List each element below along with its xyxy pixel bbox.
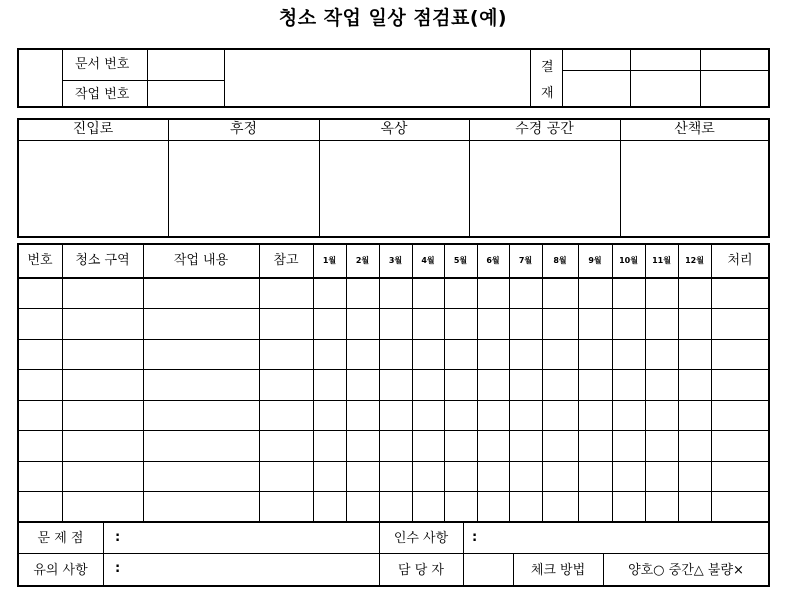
table-row [18, 430, 769, 431]
area-label-backyard: 후정 [229, 121, 258, 137]
col-header-month-3: 3월 [388, 256, 403, 265]
col-header-number: 번호 [27, 253, 53, 268]
manager-field[interactable] [464, 555, 512, 584]
check-method-label: 체크 방법 [530, 563, 586, 578]
col-header-area: 청소 구역 [75, 253, 130, 268]
area-label-water-space: 수경 공간 [515, 121, 574, 137]
manager-label: 담 당 자 [398, 563, 444, 578]
page-title: 청소 작업 일상 점검표(예) [278, 7, 508, 29]
table-row [18, 400, 769, 401]
col-header-note: 참고 [273, 253, 299, 268]
col-header-month-9: 9월 [588, 256, 602, 265]
area-label-entrance: 진입로 [72, 121, 114, 137]
doc-number-field[interactable] [148, 50, 223, 79]
doc-number-label: 문서 번호 [75, 57, 130, 72]
col-header-month-6: 6월 [486, 256, 500, 265]
problem-field[interactable] [125, 524, 377, 552]
handover-field[interactable] [482, 524, 768, 552]
table-row [18, 491, 769, 492]
table-row [18, 461, 769, 462]
col-header-month-5: 5월 [453, 256, 468, 265]
table-footer-divider [18, 521, 769, 523]
area-label-rooftop: 옥상 [380, 121, 408, 137]
col-header-month-4: 4월 [421, 256, 435, 265]
col-header-month-12: 12월 [685, 256, 704, 265]
document-header-box [17, 48, 770, 108]
work-number-field[interactable] [148, 81, 223, 106]
area-label-trail: 산책로 [674, 121, 715, 137]
table-row [18, 308, 769, 309]
col-header-month-8: 8월 [553, 256, 567, 265]
handover-label: 인수 사항 [393, 531, 449, 546]
col-header-month-10: 10월 [619, 256, 638, 265]
handover-colon: : [472, 530, 478, 545]
approval-label-bottom: 재 [541, 86, 554, 101]
approval-label-top: 결 [541, 60, 554, 75]
caution-colon: : [115, 561, 121, 576]
table-row [18, 369, 769, 370]
check-legend: 양호○ 중간△ 불량× [628, 563, 744, 578]
problem-colon: : [115, 530, 121, 545]
problem-label: 문 제 점 [37, 531, 84, 546]
col-header-work: 작업 내용 [173, 253, 229, 268]
caution-field[interactable] [125, 555, 377, 584]
col-header-month-11: 11월 [652, 256, 671, 265]
caution-label: 유의 사항 [33, 563, 88, 578]
table-row [18, 339, 769, 340]
col-header-month-7: 7월 [518, 256, 533, 265]
col-header-result: 처리 [727, 253, 753, 268]
table-header-divider [18, 277, 769, 279]
col-header-month-2: 2월 [355, 256, 370, 265]
work-number-label: 작업 번호 [75, 87, 130, 102]
col-header-month-1: 1월 [322, 256, 337, 265]
